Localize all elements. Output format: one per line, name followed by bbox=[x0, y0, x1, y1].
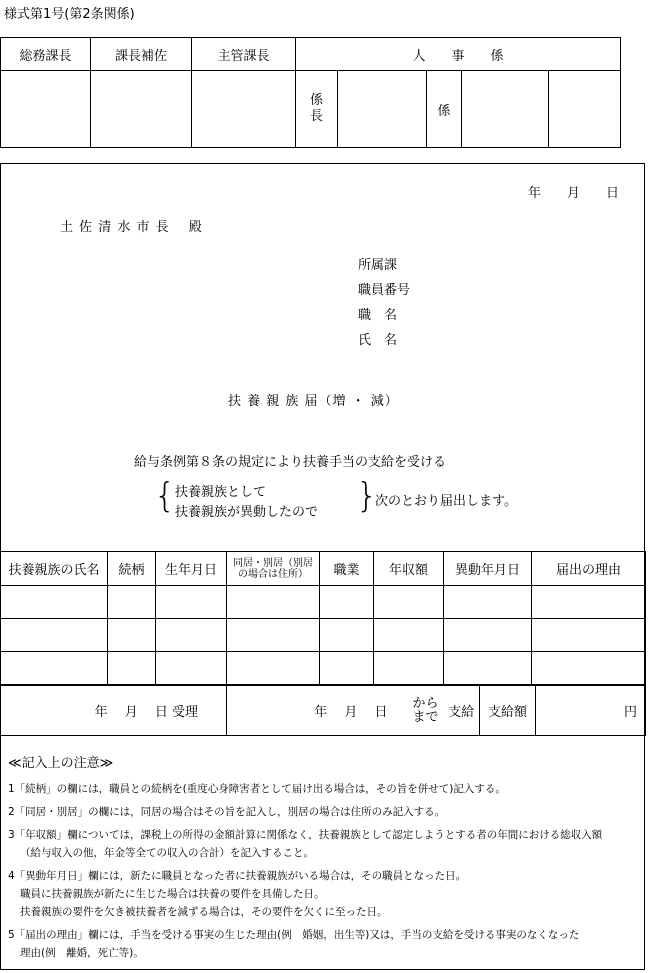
approval-header-personnel: 人 事 係 bbox=[296, 38, 621, 71]
cell-input[interactable] bbox=[374, 652, 444, 685]
cell-input[interactable] bbox=[532, 586, 646, 619]
note-4-cont2: 扶養親族の要件を欠き被扶養者を減ずる場合は，その要件を欠くに至った日。 bbox=[20, 906, 388, 918]
cell-input[interactable] bbox=[320, 652, 374, 685]
statement-tail: 次のとおり届出します。 bbox=[375, 494, 517, 509]
note-3: 3「年収額」欄については，課税上の所得の金額計算に関係なく，扶養親族として認定しようとする者の年間における総収入額 bbox=[8, 829, 603, 841]
stamp-cell bbox=[1, 71, 91, 148]
approval-header-general-affairs: 総務課長 bbox=[1, 38, 91, 71]
cell-input[interactable] bbox=[444, 652, 532, 685]
cell-input[interactable] bbox=[1, 619, 108, 652]
note-4: 4「異動年月日」欄には，新たに職員となった者に扶養親族がいる場合は，その職員となった日。 bbox=[8, 870, 467, 882]
stamp-cell bbox=[91, 71, 192, 148]
col-header-name: 扶養親族の氏名 bbox=[1, 552, 108, 586]
form-title: 扶 養 親 族 届（増 ・ 減） bbox=[228, 394, 399, 409]
cell-input[interactable] bbox=[156, 652, 227, 685]
approval-header-manager: 主管課長 bbox=[192, 38, 296, 71]
col-header-residence: 同居・別居（別居の場合は住所） bbox=[227, 552, 320, 586]
applicant-position-label: 職 名 bbox=[358, 308, 398, 323]
col-header-income: 年収額 bbox=[374, 552, 444, 586]
applicant-staff-no-label: 職員番号 bbox=[358, 283, 411, 298]
from-label: から bbox=[412, 695, 439, 711]
form-code: 様式第1号(第2条関係) bbox=[4, 7, 135, 22]
cell-input[interactable] bbox=[227, 586, 320, 619]
table-row bbox=[1, 619, 646, 652]
stamp-cell bbox=[192, 71, 296, 148]
col-header-change-date: 異動年月日 bbox=[444, 552, 532, 586]
cell-input[interactable] bbox=[1, 652, 108, 685]
col-header-birthdate: 生年月日 bbox=[156, 552, 227, 586]
note-4-cont1: 職員に扶養親族が新たに生じた場合は扶養の要件を具備した日。 bbox=[20, 888, 325, 900]
cell-input[interactable] bbox=[374, 586, 444, 619]
cell-input[interactable] bbox=[108, 652, 156, 685]
cell-input[interactable] bbox=[227, 619, 320, 652]
applicant-dept-label: 所属課 bbox=[358, 258, 398, 273]
cell-input[interactable] bbox=[108, 586, 156, 619]
approval-header-deputy: 課長補佐 bbox=[91, 38, 192, 71]
note-5-cont: 理由(例 離婚，死亡等)。 bbox=[20, 947, 144, 959]
date-field: 年 月 日 bbox=[528, 186, 620, 201]
note-3-cont: （給与収入の他，年金等全ての収入の合計）を記入すること。 bbox=[20, 847, 314, 859]
cell-input[interactable] bbox=[1, 586, 108, 619]
until-label: まで bbox=[412, 709, 439, 725]
col-header-reason: 届出の理由 bbox=[532, 552, 646, 586]
table-row bbox=[1, 586, 646, 619]
statement-line1: 給与条例第８条の規定により扶養手当の支給を受ける bbox=[134, 455, 447, 470]
pay-label: 支給 bbox=[444, 686, 480, 736]
stamp-cell bbox=[338, 71, 427, 148]
note-5: 5「届出の理由」欄には，手当を受ける事実の生じた理由(例 婚姻，出生等)又は，手当の支給を受ける事実のなくなった bbox=[8, 929, 580, 941]
note-2: 2「同居・別居」の欄には，同居の場合はその旨を記入し，別居の場合は住所のみ記入する。 bbox=[8, 806, 446, 818]
left-brace: { bbox=[154, 476, 176, 516]
kakaricho-label: 係 長 bbox=[296, 71, 338, 148]
stamp-cell bbox=[549, 71, 621, 148]
statement-option1: 扶養親族として bbox=[175, 485, 267, 500]
cell-input[interactable] bbox=[444, 619, 532, 652]
notes-heading: ≪記入上の注意≫ bbox=[8, 756, 114, 771]
kakari-label: 係 bbox=[427, 71, 462, 148]
stamp-cell bbox=[462, 71, 549, 148]
cell-input[interactable] bbox=[320, 619, 374, 652]
col-header-occupation: 職業 bbox=[320, 552, 374, 586]
received-date: 年 月 日 受理 bbox=[1, 686, 227, 736]
table-row bbox=[1, 652, 646, 685]
col-header-relationship: 続柄 bbox=[108, 552, 156, 586]
right-brace: } bbox=[356, 476, 378, 516]
cell-input[interactable] bbox=[374, 619, 444, 652]
note-1: 1「続柄」の欄には，職員との続柄を(重度心身障害者として届け出る場合は，その旨を併せて)記入する。 bbox=[8, 783, 506, 795]
yen-label: 円 bbox=[536, 686, 646, 736]
cell-input[interactable] bbox=[444, 586, 532, 619]
applicant-name-label: 氏 名 bbox=[358, 333, 398, 348]
pay-start-date: 年 月 日 bbox=[227, 686, 408, 736]
approval-table bbox=[0, 37, 621, 148]
cell-input[interactable] bbox=[532, 619, 646, 652]
statement-option2: 扶養親族が異動したので bbox=[175, 505, 319, 520]
from-until bbox=[408, 686, 444, 736]
dependents-table bbox=[0, 551, 646, 685]
cell-input[interactable] bbox=[156, 619, 227, 652]
cell-input[interactable] bbox=[227, 652, 320, 685]
receipt-row bbox=[0, 685, 646, 736]
cell-input[interactable] bbox=[108, 619, 156, 652]
cell-input[interactable] bbox=[320, 586, 374, 619]
addressee: 土 佐 清 水 市 長 殿 bbox=[60, 220, 203, 235]
amount-label: 支給額 bbox=[480, 686, 536, 736]
notes bbox=[8, 752, 640, 960]
cell-input[interactable] bbox=[532, 652, 646, 685]
cell-input[interactable] bbox=[156, 586, 227, 619]
